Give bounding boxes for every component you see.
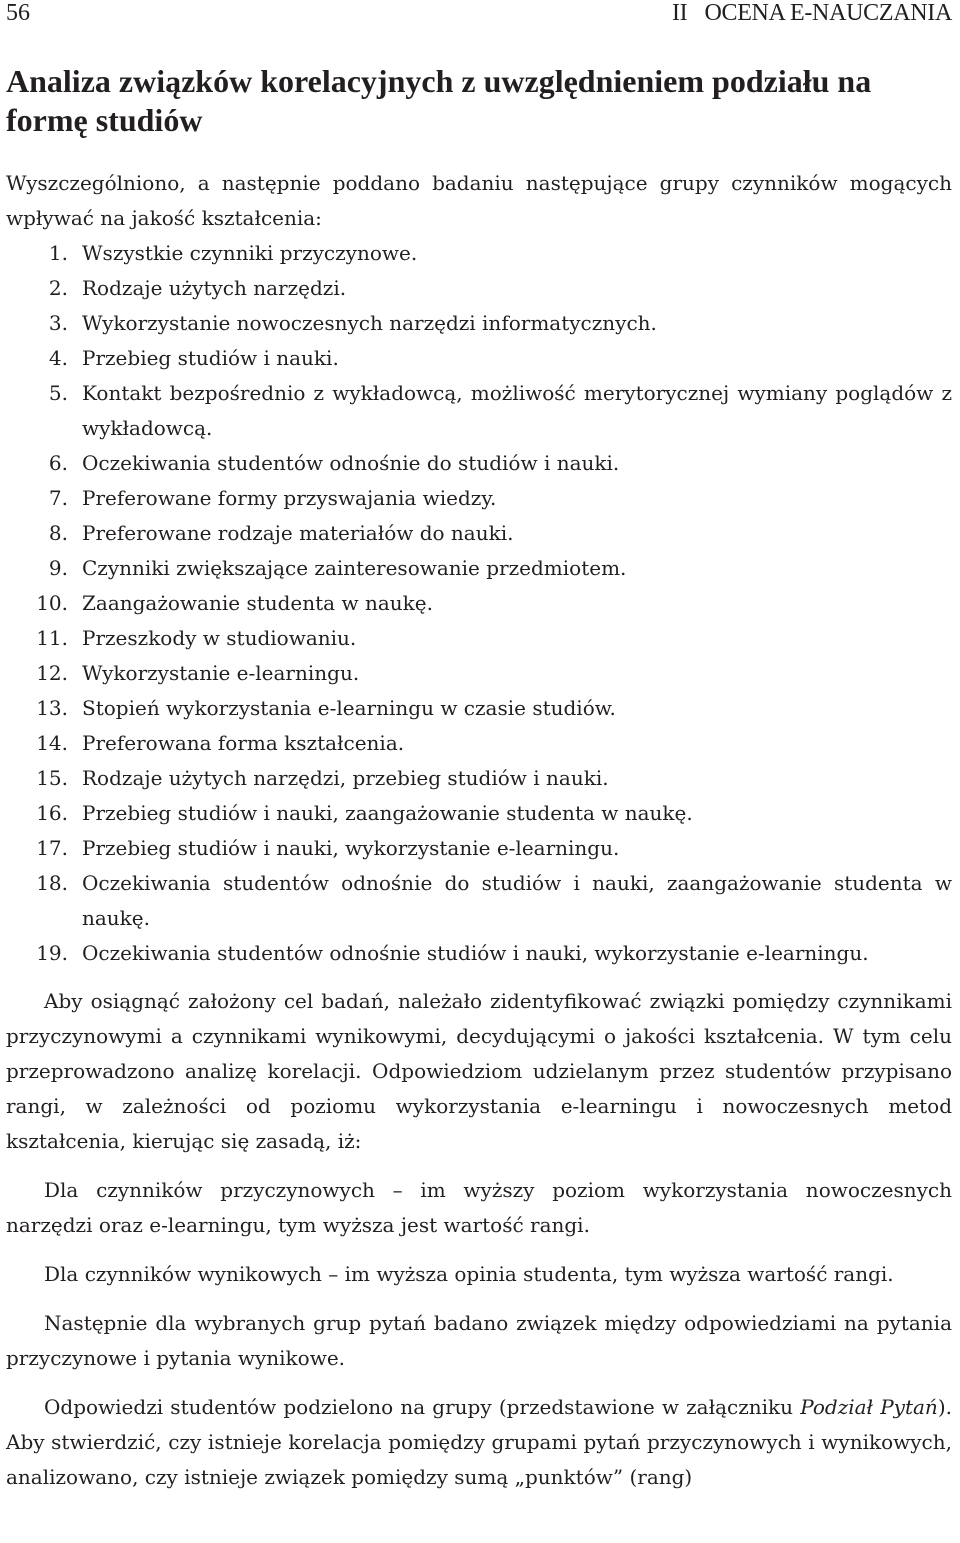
factor-list [6,236,952,971]
list-item-text: Zaangażowanie studenta w naukę. [82,591,433,615]
intro-paragraph: Wyszczególniono, a następnie poddano badaniu następujące grupy czynników mogących wpływać na jakość kształcenia: [6,171,952,230]
list-item-text: Stopień wykorzystania e-learningu w czasie studiów. [82,696,616,720]
list-item-text: Przebieg studiów i nauki, wykorzystanie e-learningu. [82,836,620,860]
list-item-number: 18. [36,871,68,895]
list-item-text: Przebieg studiów i nauki, zaangażowanie studenta w naukę. [82,801,693,825]
list-item [6,516,952,551]
list-item [6,866,952,936]
list-item-text: Oczekiwania studentów odnośnie studiów i nauki, wykorzystanie e-learningu. [82,941,869,965]
list-item-text: Preferowana forma kształcenia. [82,731,405,755]
list-item-text: Preferowane rodzaje materiałów do nauki. [82,521,514,545]
list-item [6,831,952,866]
list-item [6,551,952,586]
list-item [6,936,952,971]
list-item [6,621,952,656]
list-item-number: 9. [48,556,68,580]
list-item-number: 13. [36,696,68,720]
list-item [6,446,952,481]
list-item [6,306,952,341]
list-item-text: Rodzaje użytych narzędzi. [82,276,347,300]
list-item [6,236,952,271]
list-item-text: Preferowane formy przyswajania wiedzy. [82,486,497,510]
list-item [6,761,952,796]
list-item-number: 8. [48,521,68,545]
list-item-text: Wykorzystanie e-learningu. [82,661,360,685]
list-item-text: Czynniki zwiększające zainteresowanie przedmiotem. [82,556,627,580]
list-item [6,341,952,376]
appendix-reference: Podział Pytań [800,1395,938,1419]
list-item [6,691,952,726]
list-item-number: 10. [36,591,68,615]
list-item-number: 2. [48,276,68,300]
aim-paragraph: Aby osiągnąć założony cel badań, należało zidentyfikować związki pomiędzy czynnikami przyczynowymi a czynnikami wynikowymi, decydującymi o jakości kształcenia. W tym celu przeprowadzono analizę korelacji. Odpowiedziom udzielanym przez studentów przypisano rangi, w zależności od poziomu wykorzystania e-learningu i nowoczesnych metod kształcenia, kierując się zasadą, iż: [6,989,952,1153]
list-item-number: 6. [48,451,68,475]
list-item-number: 12. [36,661,68,685]
list-item-number: 16. [36,801,68,825]
list-item-text: Oczekiwania studentów odnośnie do studiów i nauki. [82,451,620,475]
final-paragraph [6,1390,952,1495]
final-text-before: Odpowiedzi studentów podzielono na grupy (przedstawione w załączniku [44,1395,801,1419]
page-number: 56 [6,0,30,26]
list-item-text: Kontakt bezpośrednio z wykładowcą, możliwość merytorycznej wymiany poglądów z wykładowcą. [82,381,952,440]
list-item-number: 11. [36,626,68,650]
list-item-text: Przeszkody w studiowaniu. [82,626,357,650]
list-item-number: 19. [36,941,68,965]
list-item [6,271,952,306]
list-item-number: 7. [48,486,68,510]
final-text-after: ). Aby stwierdzić, czy istnieje korelacja pomiędzy grupami pytań przyczynowych i wynikowych, analizowano, czy istnieje związek pomiędzy sumą „punktów” (rang) [6,1395,952,1489]
list-item-number: 1. [48,241,68,265]
list-item-number: 3. [48,311,68,335]
list-item-text: Oczekiwania studentów odnośnie do studiów i nauki, zaangażowanie studenta w naukę. [82,871,952,930]
page-header [0,0,960,36]
running-head: II OCENA E-NAUCZANIA [671,0,952,26]
list-item [6,656,952,691]
rule-causal-paragraph: Dla czynników przyczynowych – im wyższy poziom wykorzystania nowoczesnych narzędzi oraz e-learningu, tym wyższa jest wartość rangi. [6,1178,952,1237]
list-item [6,796,952,831]
list-item-text: Wszystkie czynniki przyczynowe. [82,241,418,265]
rule-result-paragraph: Dla czynników wynikowych – im wyższa opinia studenta, tym wyższa wartość rangi. [44,1262,894,1286]
list-item-text: Przebieg studiów i nauki. [82,346,339,370]
list-item-number: 4. [48,346,68,370]
list-item [6,726,952,761]
list-item [6,586,952,621]
list-item-number: 15. [36,766,68,790]
list-item [6,481,952,516]
next-step-paragraph: Następnie dla wybranych grup pytań badano związek między odpowiedziami na pytania przyczynowe i pytania wynikowe. [6,1311,952,1370]
list-item-text: Rodzaje użytych narzędzi, przebieg studiów i nauki. [82,766,609,790]
page-body [6,166,952,1495]
list-item-text: Wykorzystanie nowoczesnych narzędzi informatycznych. [82,311,657,335]
list-item-number: 17. [36,836,68,860]
list-item-number: 14. [36,731,68,755]
section-title: Analiza związków korelacyjnych z uwzględnieniem podziału na formę studiów [6,63,872,138]
list-item [6,376,952,446]
list-item-number: 5. [48,381,68,405]
